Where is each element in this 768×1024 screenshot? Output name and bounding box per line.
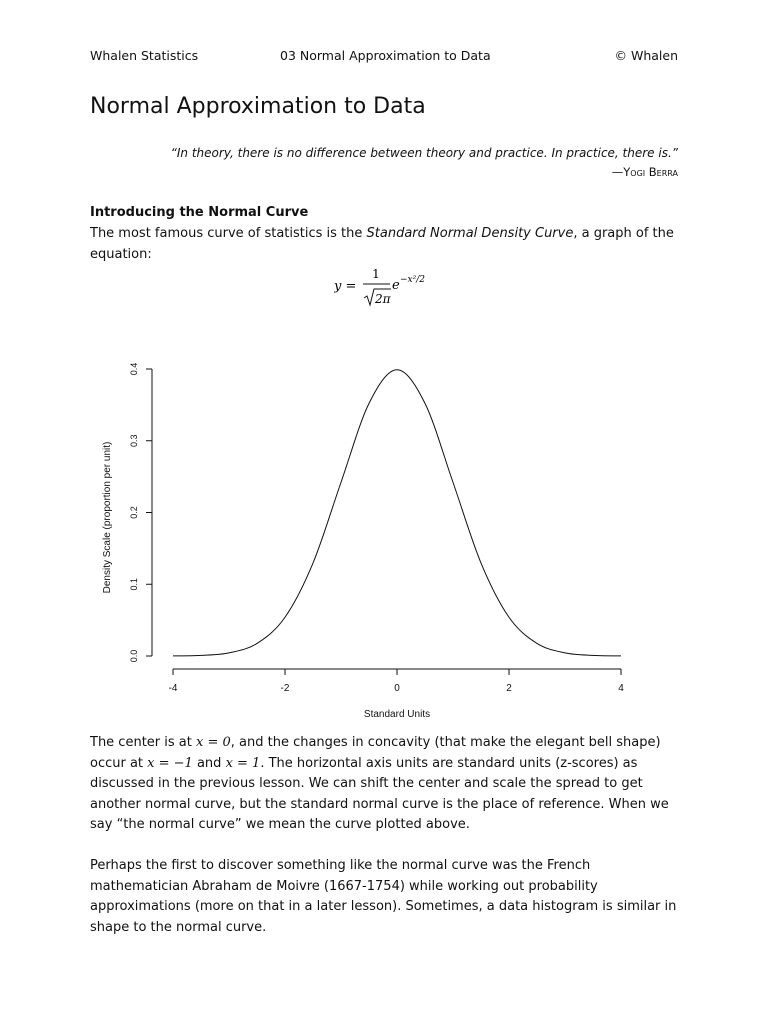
x-tick-label: 0 <box>394 683 400 694</box>
x-tick-label: -4 <box>168 683 178 694</box>
normal-curve-chart <box>95 350 655 730</box>
p1-math-right-inflection: x = 1 <box>225 755 261 771</box>
intro-term: Standard Normal Density Curve <box>366 226 574 241</box>
page-header <box>90 48 678 66</box>
formula-lhs: y = <box>334 279 357 294</box>
epigraph-quote: “In theory, there is no difference between theory and practice. In practice, there is.” <box>170 146 678 160</box>
y-axis-label: Density Scale (proportion per unit) <box>102 441 113 594</box>
y-tick-label: 0.3 <box>129 434 139 448</box>
paragraph-de-moivre: Perhaps the first to discover something like the normal curve was the French mathematician Abraham de Moivre (1667-1754) while working out probability approximations (more on that in a later lesson). Sometimes, a data histogram is similar in shape to the normal curve. <box>90 858 677 935</box>
p1-text-2: , and the changes in concavity (that make the elegant bell shape) occur at <box>90 735 661 771</box>
formula-numerator: 1 <box>372 267 380 281</box>
formula-denominator: 2π <box>375 292 391 306</box>
formula-base: e <box>392 278 400 293</box>
y-tick-label: 0.4 <box>129 362 139 376</box>
density-curve-line <box>173 370 621 656</box>
page-title: Normal Approximation to Data <box>90 94 426 119</box>
p1-math-left-inflection: x = −1 <box>147 755 193 771</box>
intro-paragraph <box>90 224 686 265</box>
p1-text-1: The center is at <box>90 735 196 750</box>
normal-density-formula <box>334 262 444 310</box>
header-copyright: © Whalen <box>614 48 678 63</box>
y-tick-label: 0.2 <box>129 506 139 519</box>
intro-text-after: , a graph of the equation: <box>90 226 674 262</box>
x-tick-label: 4 <box>618 683 624 694</box>
p1-text-4: . The horizontal axis units are standard units (z-scores) as discussed in the previous lesson. We can shift the center and scale the spread to get another normal curve, but the standard normal curve is the place of reference. When we say “the normal curve” we mean the curve plotted above. <box>90 755 669 832</box>
epigraph-author: —Yogi Berra <box>611 165 678 179</box>
header-course: Whalen Statistics <box>90 48 199 63</box>
y-tick-label: 0.0 <box>129 649 139 663</box>
y-tick-label: 0.1 <box>129 577 139 591</box>
section-heading: Introducing the Normal Curve <box>90 205 309 220</box>
x-tick-label: -2 <box>280 683 290 694</box>
intro-text-before: The most famous curve of statistics is the <box>90 226 367 241</box>
p1-text-3: and <box>192 755 226 771</box>
formula-exponent: −x²/2 <box>400 275 425 285</box>
x-axis-label: Standard Units <box>363 709 431 720</box>
x-tick-label: 2 <box>506 683 512 694</box>
paragraph-concavity <box>90 733 686 836</box>
header-chapter: 03 Normal Approximation to Data <box>280 48 491 63</box>
chart-svg <box>95 350 655 730</box>
p1-math-center: x = 0 <box>195 735 231 750</box>
